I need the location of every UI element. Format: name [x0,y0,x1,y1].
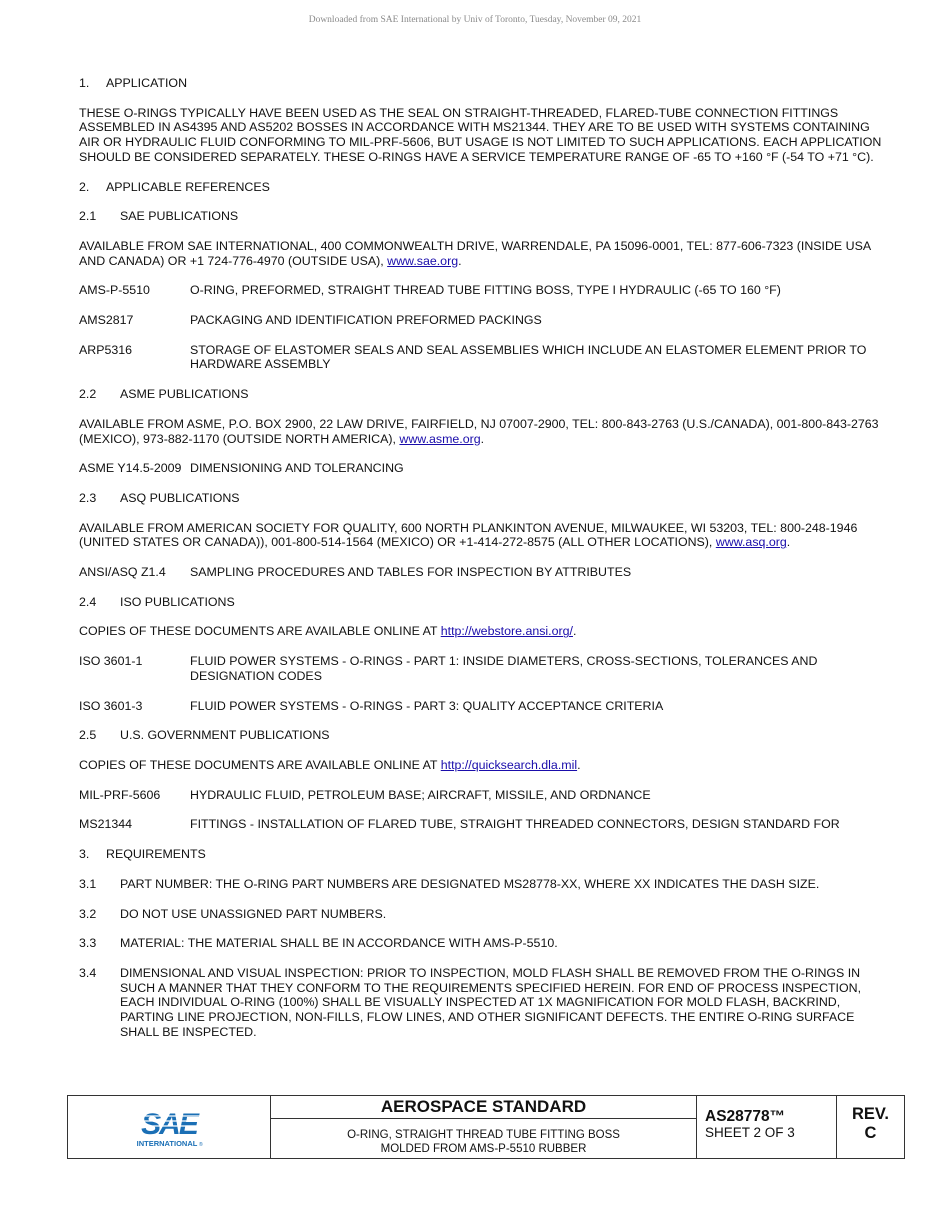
section-2-heading: 2. APPLICABLE REFERENCES [79,179,270,194]
requirement-number: 3.1 [79,876,97,891]
asme-link[interactable]: www.asme.org [399,431,481,446]
iso-reference-list [79,654,889,713]
section-2-2-heading: 2.2 ASME PUBLICATIONS [79,387,249,402]
document-body [79,76,889,1039]
asq-availability-paragraph: AVAILABLE FROM AMERICAN SOCIETY FOR QUALITY, 600 NORTH PLANKINTON AVENUE, MILWAUKEE, WI 53203, TEL: 800-248-1946 (UNITED STATES OR CANADA)), 001-800-514-1564 (MEXICO) OR +1-414-272-8575 (ALL OTHER LOCATIONS), www.asq.org. [79,520,858,550]
reference-code: ISO 3601-3 [79,698,143,713]
reference-row [79,699,889,714]
iso-availability-paragraph: COPIES OF THESE DOCUMENTS ARE AVAILABLE ONLINE AT http://webstore.ansi.org/. [79,624,577,639]
section-2-3-heading: 2.3 ASQ PUBLICATIONS [79,490,240,505]
requirement-item [79,936,889,951]
reference-title: PACKAGING AND IDENTIFICATION PREFORMED PACKINGS [190,313,542,328]
reference-row [79,313,889,328]
reference-row [79,283,889,298]
reference-row [79,343,889,372]
application-paragraph: THESE O-RINGS TYPICALLY HAVE BEEN USED AS THE SEAL ON STRAIGHT-THREADED, FLARED-TUBE CONNECTION FITTINGS ASSEMBLED IN AS4395 AND AS5202 BOSSES IN ACCORDANCE WITH MS21344. THEY ARE TO BE USED WITH SYSTEMS CONTAINING AIR OR HYDRAULIC FLUID CONFORMING TO MIL-PRF-5606, BUT USAGE IS NOT LIMITED TO SUCH APPLICATIONS. EACH APPLICATION SHOULD BE CONSIDERED SEPARATELY. THESE O-RINGS HAVE A SERVICE TEMPERATURE RANGE OF -65 TO +160 °F (-54 TO +71 °C). [79,105,882,164]
section-2-4-heading: 2.4 ISO PUBLICATIONS [79,594,235,609]
title-block-center [271,1096,697,1158]
requirement-item [79,907,889,922]
requirement-number: 3.2 [79,906,97,921]
requirement-text: PART NUMBER: THE O-RING PART NUMBERS ARE DESIGNATED MS28778-XX, WHERE XX INDICATES THE DASH SIZE. [120,876,820,891]
section-1-heading: 1. APPLICATION [79,76,188,90]
section-2-1-heading: 2.1 SAE PUBLICATIONS [79,209,239,224]
revision-cell [837,1096,904,1158]
revision-value: C [864,1124,877,1142]
reference-code: MIL-PRF-5606 [79,787,161,802]
requirement-item [79,966,889,1040]
asq-link[interactable]: www.asq.org [715,535,787,550]
requirements-list [79,877,889,1040]
ansi-webstore-link[interactable]: http://webstore.ansi.org/ [440,624,573,639]
download-watermark: Downloaded from SAE International by Univ of Toronto, Tuesday, November 09, 2021 [308,15,642,25]
reference-code: AMS-P-5510 [79,283,150,298]
requirement-item [79,877,889,892]
standard-heading: AEROSPACE STANDARD [271,1096,696,1119]
sae-link[interactable]: www.sae.org [387,253,459,268]
gov-availability-paragraph: COPIES OF THESE DOCUMENTS ARE AVAILABLE ONLINE AT http://quicksearch.dla.mil. [79,757,581,772]
sae-logo [68,1096,271,1158]
reference-title: FLUID POWER SYSTEMS - O-RINGS - PART 3: QUALITY ACCEPTANCE CRITERIA [190,698,664,713]
revision-label: REV. [852,1105,889,1123]
reference-code: ASME Y14.5-2009 [79,461,182,476]
quicksearch-link[interactable]: http://quicksearch.dla.mil [440,757,578,772]
reference-code: AMS2817 [79,313,134,328]
reference-code: ISO 3601-1 [79,654,143,669]
reference-row [79,788,889,803]
requirement-text: DO NOT USE UNASSIGNED PART NUMBERS. [120,906,387,921]
sheet-number: SHEET 2 OF 3 [705,1125,795,1140]
sae-availability-paragraph: AVAILABLE FROM SAE INTERNATIONAL, 400 COMMONWEALTH DRIVE, WARRENDALE, PA 15096-0001, TEL: 877-606-7323 (INSIDE USA AND CANADA) OR +1 724-776-4970 (OUTSIDE USA), www.sae.org. [79,238,871,268]
title-block [67,1095,905,1159]
document-number-cell [697,1096,837,1158]
svg-text:®: ® [199,1142,203,1148]
gov-reference-list [79,788,889,832]
reference-row [79,461,889,476]
reference-title: FLUID POWER SYSTEMS - O-RINGS - PART 1: INSIDE DIAMETERS, CROSS-SECTIONS, TOLERANCES AND DESIGNATION CODES [190,654,818,683]
reference-code: ANSI/ASQ Z1.4 [79,565,166,580]
requirement-number: 3.4 [79,965,97,980]
reference-title: STORAGE OF ELASTOMER SEALS AND SEAL ASSEMBLIES WHICH INCLUDE AN ELASTOMER ELEMENT PRIOR TO HARDWARE ASSEMBLY [190,342,867,372]
svg-text:SAE: SAE [141,1108,197,1141]
requirement-text: DIMENSIONAL AND VISUAL INSPECTION: PRIOR TO INSPECTION, MOLD FLASH SHALL BE REMOVED FROM THE O-RINGS IN SUCH A MANNER THAT THEY CONFORM TO THE REQUIREMENTS SPECIFIED HEREIN. FOR END OF PROCESS INSPECTION, EACH INDIVIDUAL O-RING (100%) SHALL BE VISUALLY INSPECTED AT 1X MAGNIFICATION FOR MOLD FLASH, BACKRIND, PARTING LINE PROJECTION, NON-FILLS, FLOW LINES, AND OTHER SIGNIFICANT DEFECTS. THE ENTIRE O-RING SURFACE SHALL BE INSPECTED. [120,965,862,1039]
asme-availability-paragraph: AVAILABLE FROM ASME, P.O. BOX 2900, 22 LAW DRIVE, FAIRFIELD, NJ 07007-2900, TEL: 800-843-2763 (U.S./CANADA), 001-800-843-2763 (MEXICO), 973-882-1170 (OUTSIDE NORTH AMERICA), www.asme.org. [79,416,879,446]
asme-reference-list [79,461,889,476]
reference-title: FITTINGS - INSTALLATION OF FLARED TUBE, STRAIGHT THREADED CONNECTORS, DESIGN STANDARD FOR [190,817,840,832]
svg-text:INTERNATIONAL: INTERNATIONAL [136,1139,198,1148]
sae-reference-list [79,283,889,372]
document-number: AS28778™ [705,1108,786,1125]
reference-row [79,654,889,683]
reference-title: SAMPLING PROCEDURES AND TABLES FOR INSPECTION BY ATTRIBUTES [190,565,632,580]
reference-code: ARP5316 [79,342,133,357]
sae-logo-mark [133,1104,205,1150]
section-3-heading: 3. REQUIREMENTS [79,847,206,862]
reference-row [79,565,889,580]
reference-code: MS21344 [79,817,133,832]
asq-reference-list [79,565,889,580]
requirement-text: MATERIAL: THE MATERIAL SHALL BE IN ACCORDANCE WITH AMS-P-5510. [120,936,558,951]
reference-row [79,817,889,832]
reference-title: O-RING, PREFORMED, STRAIGHT THREAD TUBE FITTING BOSS, TYPE I HYDRAULIC (-65 TO 160 °F) [190,283,781,298]
document-subtitle: O-RING, STRAIGHT THREAD TUBE FITTING BOSS MOLDED FROM AMS-P-5510 RUBBER [347,1129,620,1155]
reference-title: HYDRAULIC FLUID, PETROLEUM BASE; AIRCRAFT, MISSILE, AND ORDNANCE [190,787,651,802]
requirement-number: 3.3 [79,936,97,951]
reference-title: DIMENSIONING AND TOLERANCING [190,461,404,476]
section-2-5-heading: 2.5 U.S. GOVERNMENT PUBLICATIONS [79,728,330,743]
